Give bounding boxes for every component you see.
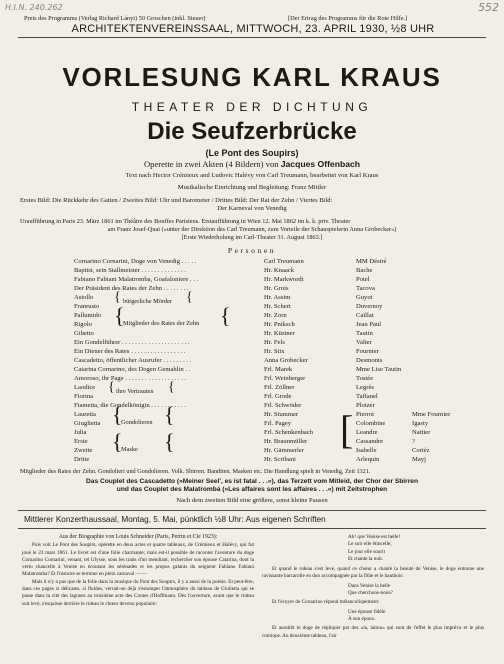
bio-paragraph: Mais il n'y a pas que de la folie dans la musique du Pont des Soupirs, il y a aussi de la poésie. Et peut-être, dans ces pages si délicates, si fluides, verrait-on déjà s'estomper l'atmosphère du tableau de Giulietta qui se passe dans la cité des lagunes au troisième acte des Contes d'Hoffmann. Dès l'ouverture, avant que le rideau soit levé, s'esquisse derrière le rideau le chœur devenu populaire: [22,578,254,607]
cast-row: Franrusto Hr. Schert Duvernoy [74,303,383,310]
scenes-line-1: Erstes Bild: Die Rückkehr des Gatten / Zweites Bild: Uhr und Barometer / Drittes Bild: Der Rat der Zehn / Viertes Bild: [20,197,333,204]
scenes-line-2: Der Karneval von Venedig [217,205,287,212]
group-brace: { [168,380,175,395]
bio-column-left [22,534,254,608]
group-brace: { [114,303,125,328]
premiere-line-2: am Franz Josef-Quai (»unter der Direktion des Carl Treumann, zum Vorteile der Schauspielerin Anna Grobecker«) [107,226,397,233]
credits-line: Text nach Hector Crémieux and Ludovic Halévy von Carl Treumann, bearbeitet von Karl Kraus [125,172,379,179]
cast-row: Erste Hr. Braunmüller Cassandre ? [74,438,415,445]
group-label-council: Mitglieder des Rates der Zehn [123,320,200,327]
cast-row: Cornarino Cornarini, Doge von Venedig . . . . . Carl Treumann MM Désiré [74,258,387,265]
bio-heading: Aus der Biographie von Louis Schneider (Paris, Perrin et Cie 1923): [58,534,218,540]
cast-row: Der Präsident des Rates der Zehn . . . . . . . . Hr. Grois Tacova [74,285,375,292]
header-rule [18,37,486,38]
work-title: Die Seufzerbrücke [147,118,357,145]
cast-row: Laodice Frl. Zöllner Legrès [74,384,374,391]
lecture-title: VORLESUNG KARL KRAUS [62,62,442,92]
cast-row: Cascadetto, öffentlicher Ausrufer . . . . . . . . . Anna Grobecker Desmonts [74,357,383,364]
venue-line: ARCHITEKTENVEREINSSAAL, MITTWOCH, 23. APRIL 1930, ½8 UHR [71,23,435,35]
section-rule [18,528,486,529]
cast-row: Fabiano Fabiani Malatromba, Goafaloniere . . . Hr. Markwordt Potel [74,276,370,283]
cast-row: Catarina Cornarino, des Dogen Gemahlin . . Frl. Marek Mme Lise Tautin [74,366,402,373]
verse-line: Une épouse fidèle [348,608,386,615]
group-brace: { [186,290,193,305]
bio-column-right [262,534,484,640]
group-brace: { [112,402,123,427]
cast-row: Pallumido Hr. Zorn Caillat [74,312,374,319]
couplets-line-2: und das Couplet des Malatrombá (»Les affaires sont les affaires . . .«) mit Zeitstrophen [116,486,388,493]
group-label-gondoliers: Gondolieren [121,419,153,426]
cast-row: Dritte Hr. Scribani Arlequin Mayj [74,456,426,463]
cast-row: Amoroso, ihr Page . . . . . . . . . . . . . . . . . . . Frl. Weinberger Tostée [74,375,374,382]
genre-line-prefix: Operette in zwei Akten (4 Bildern) von [143,159,279,169]
pause-note: Nach dem zweiten Bild eine größere, sonst kleine Pausen [176,497,328,504]
verse-line: À son époux. [348,615,376,622]
cast-row: Fiorina Frl. Grode Taffanel [74,393,378,400]
verse-line: Et chante la nuit. [348,555,384,562]
group-brace: [ [340,407,354,452]
group-label-murderers: bürgerliche Mörder [123,298,173,305]
verse-line: Que cherchons-nous? [348,590,393,597]
group-brace: { [164,402,175,427]
premiere-line-1: Uraufführung in Paris 23. März 1861 im Théâtre des Bouffes Parisiens. Erstaufführung in Wien 12. Mai 1862 im k. k. priv. Theater [20,218,351,225]
cast-row: Ein Gondelführer . . . . . . . . . . . . . . . . . . . . . Hr. Fels Valter [74,339,372,346]
music-line: Musikalische Einrichtung und Begleitung: Franz Mittler [177,184,327,191]
cast-row: Julia Frl. Schenkenbach Leandre Nattier [74,429,431,436]
genre-line [0,159,504,169]
cast-row: Lauretta Hr. Stummer Pierrot Mme Fournier [74,411,451,418]
cast-row: Baptist, sein Stallmeister . . . . . . . . . . . . . . Hr. Knaack Bache [74,267,373,274]
verse-line: Ah! que Venise est belle! [348,534,401,540]
group-brace: { [220,303,231,328]
group-label-masks: Maske [121,446,138,453]
program-note: [Der Ertrag des Programms für die Rote Hilfe.] [288,15,408,22]
cast-row: Zweite Hr. Gämmerler Isabelle Cortéz [74,447,430,454]
verse-line: Le soir elle étincelle; [348,541,392,548]
bio-paragraph: Et quand le rideau s'est levé, quand ce chœur a chanté la beauté de Venise, le doge entonne une ravissante barcarolle en duo accompagnée par la flûte et le hautbois: [262,566,484,580]
cast-row: Ein Diener des Rates . . . . . . . . . . . . . . . . . Hr. Stix Fournier [74,348,379,355]
extras-line: Mitglieder des Rates der Zehn. Gondolieri und Gondolieren. Volk. Sbirren. Banditen. Masken etc. Die Handlung spielt in Venedig, Zeit 1321. [20,468,371,475]
cast-row: Fiametta, die Gondelkönigin . . . . . . . . . . . Frl. Schwöder Plotzer [74,402,375,409]
composer-name: Jacques Offenbach [280,159,361,169]
page-number: 552 [478,1,499,14]
series-title: THEATER DER DICHTUNG [131,100,373,114]
section-rule [18,510,486,511]
archive-mark: H.I.N. 240.262 [5,3,63,12]
group-brace: { [108,380,115,395]
group-brace: { [164,429,175,454]
cast-row: Astollo Hr. Assim Guyot [74,294,373,301]
cast-heading: Personen [227,246,277,255]
work-subtitle: (Le Pont des Soupirs) [205,148,299,158]
group-brace: { [112,429,123,454]
cast-row: Rigolo Hr. Pniksch Jean Paul [74,321,382,328]
verse-line: Le jour elle sourit [348,548,386,555]
premiere-line-3: [Erste Wiederholung im Carl-Theater 31. August 1863.] [181,234,323,241]
bio-paragraph: Et l'écuyer de Cornarino répond mélancoliquement: [272,599,380,606]
group-brace: { [114,290,121,305]
verse-line: Dans Venise la belle [348,582,391,589]
next-event: Mittlerer Konzerthaussaal, Montag, 5. Mai, pünktlich ½8 Uhr: Aus eigenen Schriften [24,515,326,524]
bio-paragraph: Et aussitôt le doge de répliquer par des «la, laitou» qui sont de l'effet le plus imprévu et le plus comique. Au deuxième tableau, l'air [262,625,484,639]
couplets-line-1: Das Couplet des Cascadetto (»Meiner Seel', es ist fatal . . .«), das Terzett vom Mitleid, der Chor der Sbirren [86,478,418,485]
program-info: Preis des Programms (Verlag Richard Lányi) 50 Groschen (inkl. Steuer) [24,15,206,22]
bio-paragraph: Puis voit Le Pont des Soupirs, opérette en deux actes et quatre tableaux, de Crémieux et Halévy, qui fut joué le 23 mars 1861. Le livret est d'une folie charmante; mais est-il possible de raconter l'aventure du doge Cornarino Cornarini, venant, tel Ulysse, sous les traits d'un mendiant, rechercher son épouse Catarina, dont la vertu chancelle à Venise en écoutant les sérénades et les propos galants du seigneur Fabiano Fabiani Malatromba? Et l'histoire se termine en plein carnaval — — [22,542,254,578]
cast-row: Giuglietta Frl. Pagey Colombine Igasty [74,420,429,427]
cast-row: Gibetto Hr. Küstner Tautin [74,330,373,337]
group-label-confidants: ihre Vertrauten [116,388,154,395]
